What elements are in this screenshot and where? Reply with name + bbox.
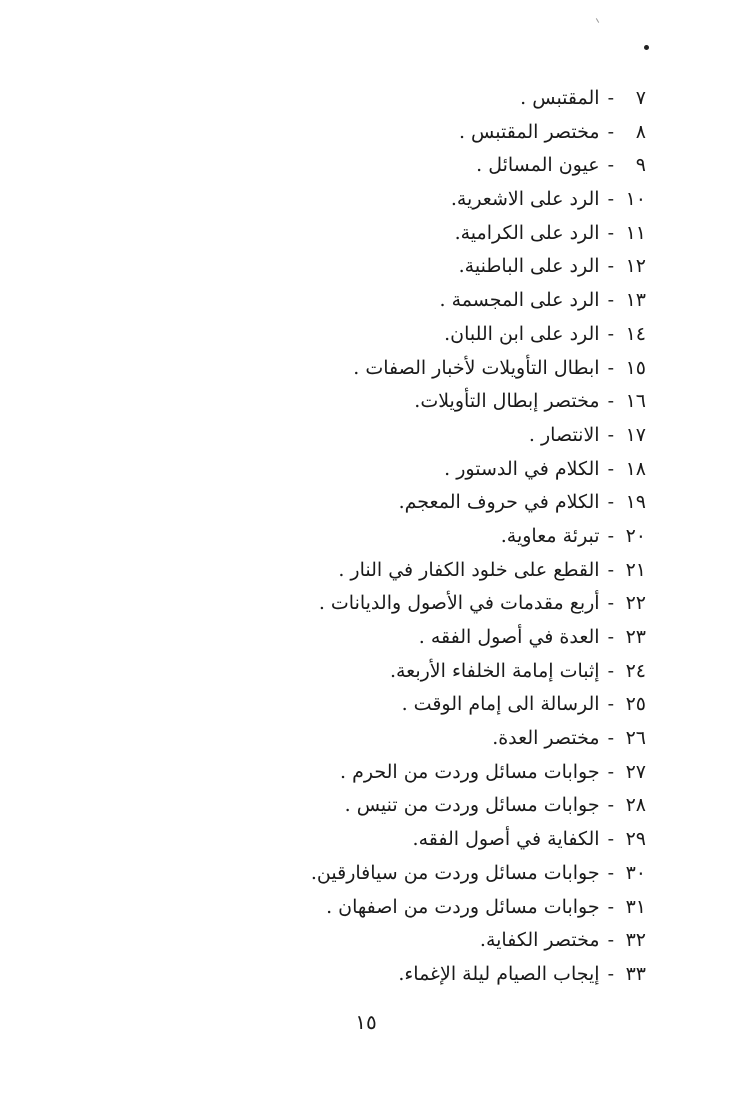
item-title: الرد على ابن اللبان. — [444, 322, 600, 345]
list-item — [186, 554, 646, 588]
item-title: مختصر إبطال التأويلات. — [414, 390, 600, 413]
item-dash: - — [607, 794, 614, 817]
item-number: ١٣ — [625, 289, 646, 312]
item-number: ٢٦ — [625, 727, 646, 750]
item-number: ٢٤ — [625, 659, 646, 682]
item-dash: - — [607, 289, 614, 312]
item-number: ١١ — [625, 221, 646, 244]
item-dash: - — [607, 188, 614, 211]
list-item — [186, 891, 646, 925]
item-title: جوابات مسائل وردت من تنيس . — [344, 794, 600, 817]
item-title: إثبات إمامة الخلفاء الأربعة. — [389, 659, 600, 682]
item-number: ٢٥ — [625, 693, 646, 716]
item-number: ٢٧ — [625, 760, 646, 783]
item-dash: - — [607, 861, 614, 884]
item-dash: - — [607, 120, 614, 143]
item-dash: - — [607, 524, 614, 547]
item-number: ١٠ — [625, 188, 646, 211]
list-item — [186, 183, 646, 217]
item-dash: - — [607, 592, 614, 615]
item-dash: - — [607, 154, 614, 177]
item-number: ١٨ — [625, 457, 646, 480]
list-item — [186, 655, 646, 689]
list-item — [186, 250, 646, 284]
item-title: أربع مقدمات في الأصول والديانات . — [318, 592, 600, 615]
list-item — [186, 419, 646, 453]
item-dash: - — [607, 693, 614, 716]
item-title: جوابات مسائل وردت من الحرم . — [340, 760, 600, 783]
item-number: ١٧ — [625, 423, 646, 446]
item-number: ١٩ — [625, 491, 646, 514]
item-dash: - — [607, 929, 614, 952]
item-number: ٣٠ — [625, 861, 646, 884]
item-number: ٩ — [635, 154, 646, 177]
item-dash: - — [607, 457, 614, 480]
item-number: ١٦ — [625, 390, 646, 413]
list-item — [186, 688, 646, 722]
item-number: ٢٠ — [625, 524, 646, 547]
item-dash: - — [607, 727, 614, 750]
item-dash: - — [607, 491, 614, 514]
list-item — [186, 857, 646, 891]
item-dash: - — [607, 255, 614, 278]
list-item — [186, 486, 646, 520]
item-dash: - — [607, 962, 614, 985]
item-title: جوابات مسائل وردت من سيافارقين. — [310, 861, 600, 884]
list-item — [186, 217, 646, 251]
item-dash: - — [607, 356, 614, 379]
list-item — [186, 587, 646, 621]
list-item — [186, 621, 646, 655]
list-item — [186, 149, 646, 183]
item-title: ابطال التأويلات لأخبار الصفات . — [353, 356, 600, 379]
list-item — [186, 318, 646, 352]
item-title: العدة في أصول الفقه . — [418, 626, 600, 648]
item-number: ٢٣ — [625, 626, 646, 648]
item-number: ٨ — [635, 120, 646, 143]
item-title: جوابات مسائل وردت من اصفهان . — [326, 895, 600, 918]
list-item — [186, 453, 646, 487]
item-title: الرد على الباطنية. — [458, 255, 600, 278]
list-item — [186, 116, 646, 150]
item-title: مختصر العدة. — [492, 727, 600, 750]
list-item — [186, 520, 646, 554]
list-item — [186, 82, 646, 116]
list-item — [186, 789, 646, 823]
item-title: الكلام في الدستور . — [444, 457, 600, 480]
item-title: الكلام في حروف المعجم. — [398, 491, 600, 514]
item-number: ٣١ — [625, 895, 646, 918]
item-title: المقتبس . — [520, 87, 600, 109]
item-dash: - — [607, 626, 614, 648]
item-number: ٣٣ — [625, 962, 646, 985]
item-title: تبرئة معاوية. — [500, 524, 600, 547]
item-title: الرد على المجسمة . — [439, 289, 600, 312]
item-title: مختصر الكفاية. — [479, 929, 600, 952]
item-dash: - — [607, 895, 614, 918]
list-item — [186, 352, 646, 386]
list-item — [186, 284, 646, 318]
item-title: الرد على الاشعرية. — [450, 188, 600, 211]
list-item — [186, 924, 646, 958]
item-dash: - — [607, 221, 614, 244]
item-dash: - — [607, 322, 614, 345]
item-title: القطع على خلود الكفار في النار . — [338, 558, 600, 581]
item-dash: - — [607, 659, 614, 682]
item-dash: - — [607, 760, 614, 783]
item-title: عيون المسائل . — [476, 154, 600, 177]
item-dash: - — [607, 423, 614, 446]
item-title: إيجاب الصيام ليلة الإغماء. — [398, 962, 600, 985]
item-number: ٢٩ — [625, 828, 646, 851]
item-number: ٢٨ — [625, 794, 646, 817]
page-number: ١٥ — [355, 1010, 377, 1034]
item-number: ٢١ — [625, 558, 646, 581]
item-dash: - — [607, 828, 614, 851]
scan-mark — [596, 18, 599, 23]
item-number: ١٢ — [625, 255, 646, 278]
item-number: ٢٢ — [625, 592, 646, 615]
item-number: ٣٢ — [625, 929, 646, 952]
item-title: الانتصار . — [528, 423, 600, 446]
scan-dot — [644, 45, 649, 50]
item-title: مختصر المقتبس . — [458, 120, 600, 143]
list-item — [186, 385, 646, 419]
item-dash: - — [607, 390, 614, 413]
item-title: الرد على الكرامية. — [454, 221, 600, 244]
item-number: ٧ — [635, 87, 646, 109]
list-item — [186, 958, 646, 992]
item-title: الكفاية في أصول الفقه. — [412, 828, 600, 851]
list-item — [186, 756, 646, 790]
item-number: ١٤ — [625, 322, 646, 345]
item-title: الرسالة الى إمام الوقت . — [401, 693, 600, 716]
book-list — [186, 82, 646, 992]
list-item — [186, 823, 646, 857]
item-dash: - — [607, 558, 614, 581]
item-number: ١٥ — [625, 356, 646, 379]
item-dash: - — [607, 87, 614, 109]
list-item — [186, 722, 646, 756]
